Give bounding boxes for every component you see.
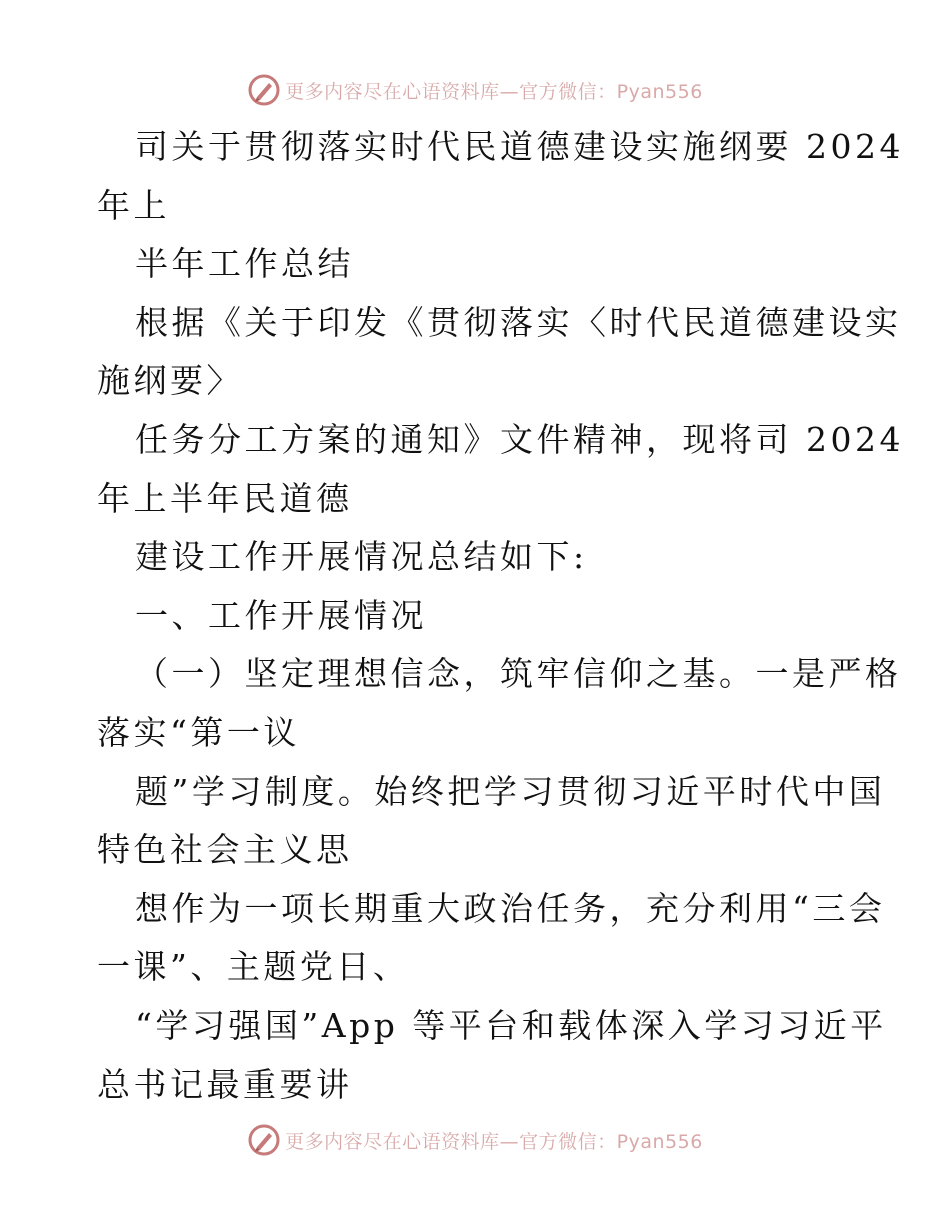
text-line: 落实“第一议 xyxy=(97,712,300,752)
text-line: 任务分工方案的通知》文件精神，现将司 2024 xyxy=(135,419,904,459)
header-watermark xyxy=(0,70,950,110)
text-line: 年上 xyxy=(97,185,170,225)
text-line: 司关于贯彻落实时代民道德建设实施纲要 2024 xyxy=(135,127,904,166)
text-line: 特色社会主义思 xyxy=(97,830,353,870)
text-line: 一、工作开展情况 xyxy=(135,595,427,635)
watermark-text: 更多内容尽在心语资料库—官方微信：Pyan556 xyxy=(285,1130,703,1153)
pen-logo-icon xyxy=(247,73,281,107)
text-line: 半年工作总结 xyxy=(135,244,354,284)
text-line: 年上半年民道德 xyxy=(97,478,353,518)
text-line: 施纲要〉 xyxy=(97,361,243,401)
text-line: 想作为一项长期重大政治任务，充分利用“三会 xyxy=(135,888,886,928)
text-line: 建设工作开展情况总结如下: xyxy=(135,537,588,577)
footer-watermark xyxy=(0,1120,950,1160)
watermark-text: 更多内容尽在心语资料库—官方微信：Pyan556 xyxy=(285,80,703,103)
text-line: “学习强国”App 等平台和载体深入学习习近平 xyxy=(135,1005,887,1045)
text-line: 根据《关于印发《贯彻落实〈时代民道德建设实 xyxy=(135,302,902,342)
document-body xyxy=(97,118,904,1114)
text-line: 总书记最重要讲 xyxy=(97,1064,353,1104)
text-line: （一）坚定理想信念，筑牢信仰之基。一是严格 xyxy=(135,654,902,694)
text-line: 一课”、主题党日、 xyxy=(97,947,410,987)
pen-logo-icon xyxy=(247,1123,281,1157)
text-line: 题”学习制度。始终把学习贯彻习近平时代中国 xyxy=(135,771,886,811)
